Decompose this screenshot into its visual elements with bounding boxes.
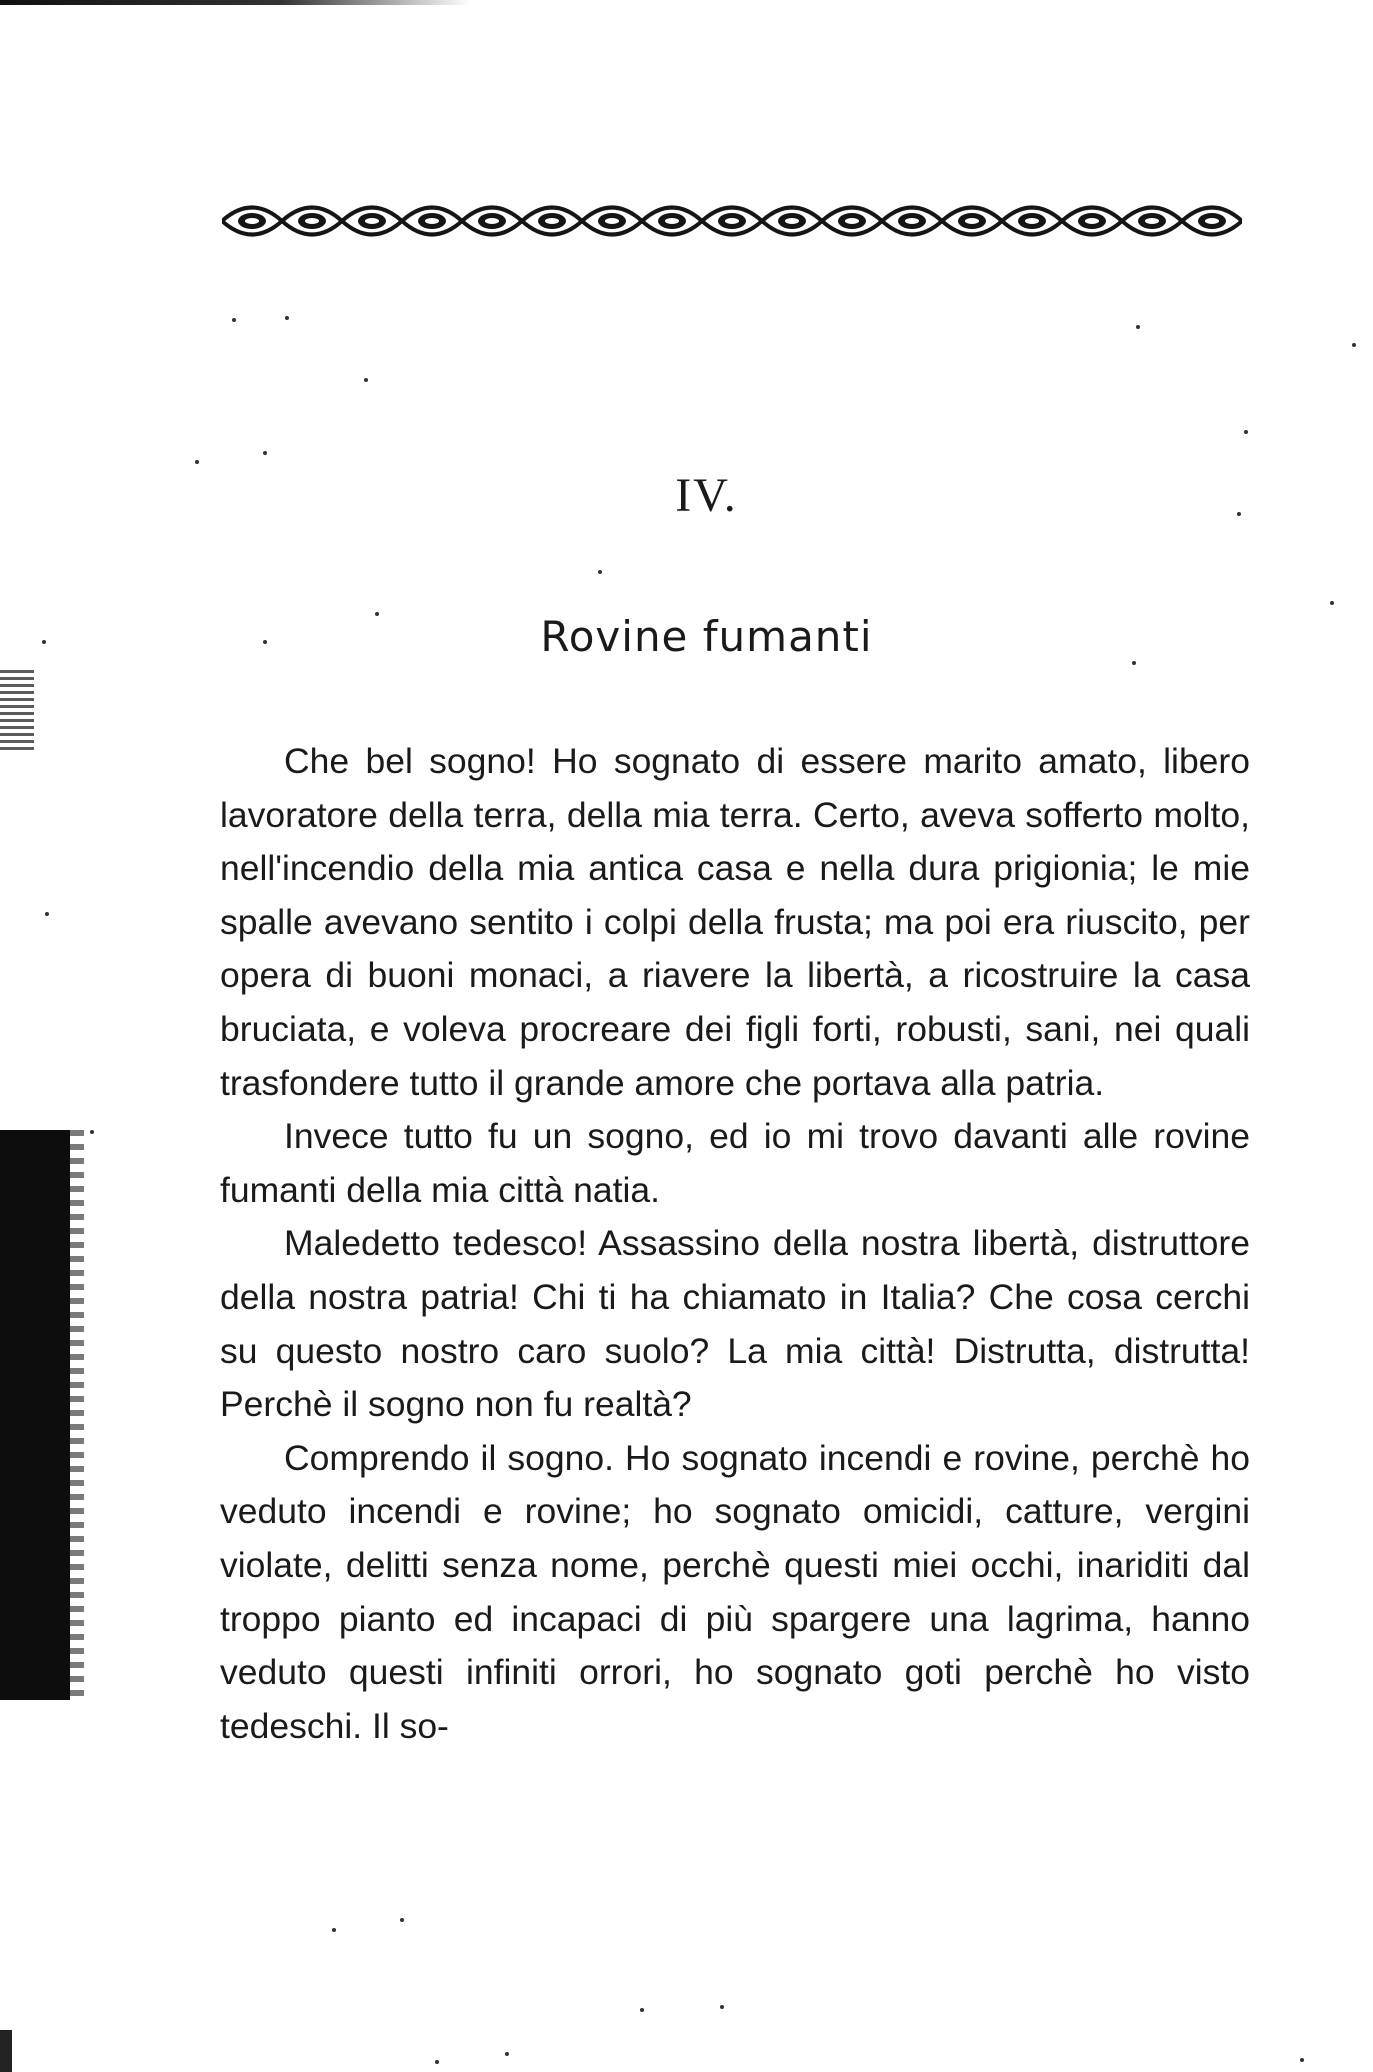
scan-speck — [1352, 343, 1356, 347]
scan-speck — [598, 570, 602, 574]
scan-edge-mark — [0, 670, 34, 750]
scan-speck — [1136, 325, 1140, 329]
chapter-number: IV. — [675, 469, 738, 522]
scan-speck — [285, 316, 289, 320]
paragraph: Invece tutto fu un sogno, ed io mi trovo davanti alle rovine fumanti della mia città natia. — [220, 1116, 1250, 1210]
scan-speck — [263, 640, 267, 644]
chapter-title: Rovine fumanti — [540, 612, 873, 661]
scan-speck — [1244, 430, 1248, 434]
chapter-body — [220, 735, 1250, 1753]
scan-speck — [45, 912, 49, 916]
scan-speck — [90, 1130, 94, 1134]
chapter-ornament-border — [222, 196, 1242, 246]
scan-speck — [505, 2052, 509, 2056]
scan-speck — [195, 460, 199, 464]
top-edge-rule — [0, 0, 470, 5]
scan-speck — [375, 612, 379, 616]
scan-speck — [42, 640, 46, 644]
scan-speck — [232, 318, 236, 322]
scan-speck — [1132, 661, 1136, 665]
scan-binding-shadow — [0, 1130, 70, 1700]
scan-edge-mark — [0, 2030, 12, 2072]
scan-speck — [400, 1918, 404, 1922]
scan-speck — [435, 2060, 439, 2064]
paragraph: Che bel sogno! Ho sognato di essere marito amato, libero lavoratore della terra, della mia terra. Certo, aveva sofferto molto, nell'incendio della mia antica casa e nella dura prigionia; le mie spalle avevano sentito i colpi della frusta; ma poi era riuscito, per opera di buoni monaci, a riavere la libertà, a ricostruire la casa bruciata, e voleva procreare dei figli forti, robusti, sani, nei quali trasfondere tutto il grande amore che portava alla patria. — [220, 741, 1250, 1103]
scan-speck — [1300, 2058, 1304, 2062]
scan-speck — [720, 2005, 724, 2009]
scan-speck — [364, 378, 368, 382]
paragraph: Maledetto tedesco! Assassino della nostra libertà, distruttore della nostra patria! Chi ti ha chiamato in Italia? Che cosa cerchi su questo nostro caro suolo? La mia città! Distrutta, distrutta! Perchè il sogno non fu realtà? — [220, 1223, 1250, 1425]
scan-speck — [1330, 601, 1334, 605]
scan-speck — [332, 1928, 336, 1932]
scan-speck — [1237, 512, 1241, 516]
paragraph: Comprendo il sogno. Ho sognato incendi e rovine, perchè ho veduto incendi e rovine; ho sognato omicidi, catture, vergini violate, delitti senza nome, perchè questi miei occhi, inariditi dal troppo pianto ed incapaci di più spargere una lagrima, hanno veduto questi infiniti orrori, ho sognato goti perchè ho visto tedeschi. Il so- — [220, 1437, 1250, 1746]
scan-speck — [640, 2008, 644, 2012]
scan-speck — [263, 451, 267, 455]
